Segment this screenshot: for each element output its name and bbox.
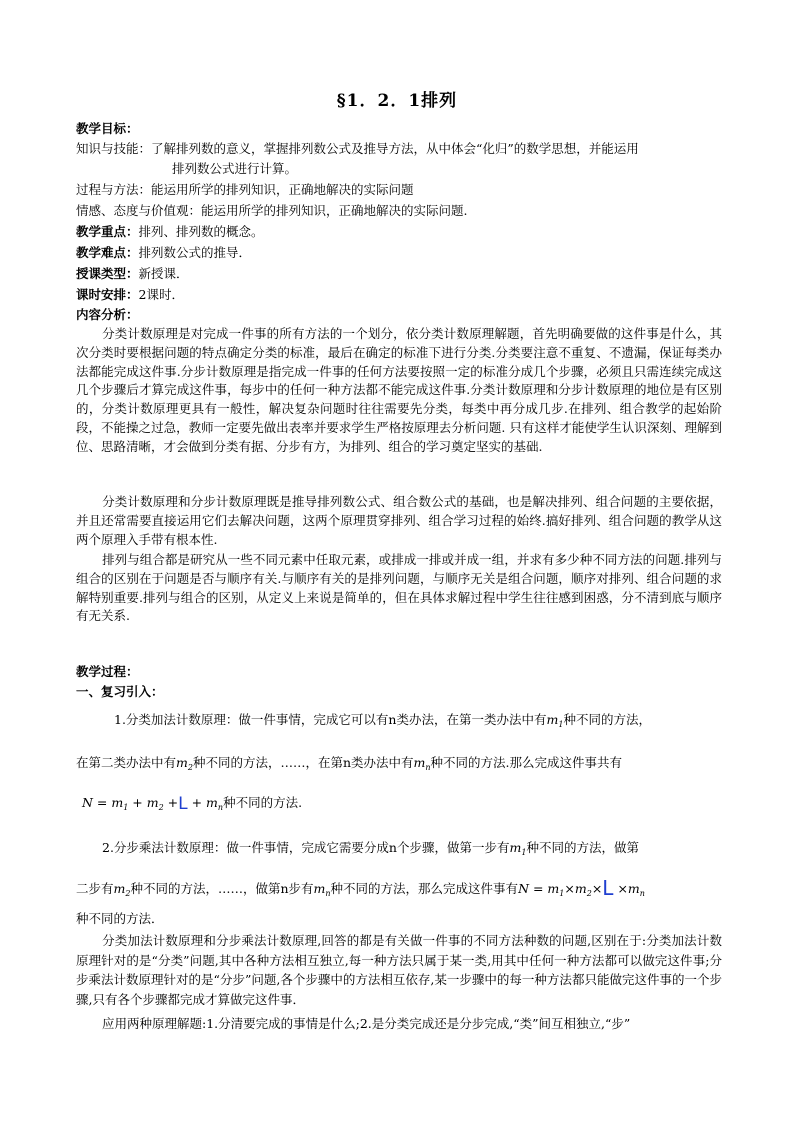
rule-addition-text-2c: 种不同的方法.那么完成这件事共有 [430, 755, 623, 770]
analysis-paragraph-2-text: 分类计数原理和分步计数原理既是推导排列数公式、组合数公式的基础，也是解决排列、组合问题的主要依据，并且还常需要直接运用它们去解决问题，这两个原理贯穿排列、组合学习过程的始终.搞好排列、组合问题的教学从这两个原理入手带有根本性. [76, 494, 722, 547]
comparison-paragraph-text: 分类加法计数原理和分步乘法计数原理,回答的都是有关做一件事的不同方法种数的问题,区别在于:分类加法计数原理针对的是“分类”问题,其中各种方法相互独立,每一种方法只属于某一类,用其中任何一种方法都可以做完这件事;分步乘法计数原理针对的是“分步”问题,各个步骤中的方法相互依存,某一步骤中的每一种方法都只能做完这件事的一个步骤,只有各个步骤都完成才算做完这件事． [76, 933, 722, 1007]
rule-addition-formula-line [82, 794, 302, 816]
goals-knowledge-line [76, 140, 639, 157]
goals-knowledge-text: 了解排列数的意义，掌握排列数公式及推导方法，从中体会“化归”的数学思想，并能运用 [151, 141, 639, 156]
analysis-heading: 内容分析： [76, 307, 139, 322]
rule-multiplication-line-1 [102, 839, 639, 861]
rule-addition-text-3: 种不同的方法. [223, 795, 303, 810]
focus-text: 排列、排列数的概念。 [138, 224, 264, 239]
formula-mn-b: $m_n$ [313, 881, 331, 898]
difficulty-text: 排列数公式的推导． [138, 245, 252, 260]
analysis-paragraph-1 [76, 325, 722, 457]
formula-m2: $m_2$ [176, 755, 193, 772]
process-heading: 教学过程： [76, 664, 139, 679]
rule-addition-text-1a: 1.分类加法计数原理：做一件事情，完成它可以有n类办法，在第一类办法中有 [114, 712, 547, 727]
goals-emotion-line: 情感、态度与价值观：能运用所学的排列知识，正确地解决的实际问题. [76, 203, 468, 218]
lesson-type-text: 新授课． [138, 266, 189, 281]
analysis-paragraph-2 [76, 493, 722, 549]
rule-addition-line-1 [114, 711, 651, 733]
rule-multiplication-text-2c: 种不同的方法，那么完成这件事有 [330, 881, 519, 896]
analysis-paragraph-1-text: 分类计数原理是对完成一件事的所有方法的一个划分，依分类计数原理解题，首先明确要做的这件事是什么，其次分类时要根据问题的特点确定分类的标准，最后在确定的标准下进行分类.分类要注意不重复、不遗漏，保证每类办法都能完成这件事.分步计数原理是指完成一件事的任何方法要按照一定的标准分成几个步骤，必须且只需连续完成这几个步骤后才算完成这件事，每步中的任何一种方法都不能完成这件事.分类计数原理和分步计数原理的地位是有区别的，分类计数原理更具有一般性，解决复杂问题时往往需要先分类，每类中再分成几步.在排列、组合教学的起始阶段，不能操之过急，教师一定要先做出表率并要求学生严格按原理去分析问题. 只有这样才能使学生认识深刻、理解到位、思路清晰，才会做到分类有据、分步有方，为排列、组合的学习奠定坚实的基础. [76, 326, 722, 454]
comparison-paragraph [76, 931, 722, 1009]
hours-text: 2课时． [138, 287, 184, 302]
difficulty-label: 教学难点： [76, 245, 139, 260]
rule-multiplication-line-3: 种不同的方法． [76, 911, 164, 926]
page-title: §1．2．1排列 [336, 91, 458, 111]
rule-addition-text-1b: 种不同的方法， [563, 712, 651, 727]
ellipsis-glyph-2: L [602, 876, 614, 900]
formula-mn: $m_n$ [413, 755, 431, 772]
analysis-paragraph-3 [76, 551, 722, 626]
sum-formula: $N = m_1 + m_2 +L + m_n$ [82, 794, 224, 814]
rule-addition-text-2b: 种不同的方法，……，在第n类办法中有 [192, 755, 414, 770]
rule-multiplication-text-1a: 2.分步乘法计数原理：做一件事情，完成它需要分成n个步骤，做第一步有 [102, 840, 510, 855]
focus-label: 教学重点： [76, 224, 139, 239]
hours-line [76, 286, 184, 303]
analysis-paragraph-3-text: 排列与组合都是研究从一些不同元素中任取元素，或排成一排或并成一组，并求有多少种不同方法的问题.排列与组合的区别在于问题是否与顺序有关.与顺序有关的是排列问题，与顺序无关是组合问题，顺序对排列、组合问题的求解特别重要.排列与组合的区别，从定义上来说是简单的，但在具体求解过程中学生往往感到困惑，分不清到底与顺序有无关系. [76, 552, 722, 624]
review-heading: 一、复习引入： [76, 684, 164, 699]
formula-m1: $m_1$ [546, 712, 564, 729]
formula-m2-b: $m_2$ [113, 881, 131, 898]
focus-line [76, 223, 264, 240]
rule-addition-text-2a: 在第二类办法中有 [76, 755, 177, 770]
rule-addition-line-2 [76, 754, 622, 776]
product-formula: $N = m_1\times m_2\times L \times m_n$ [518, 876, 645, 900]
goals-process-line: 过程与方法：能运用所学的排列知识，正确地解决的实际问题 [76, 182, 414, 197]
goals-knowledge-label: 知识与技能： [76, 141, 152, 156]
application-line: 应用两种原理解题:1.分清要完成的事情是什么;2.是分类完成还是分步完成,“类”间互相独立,“步” [102, 1016, 631, 1031]
rule-multiplication-line-2 [76, 876, 645, 902]
formula-m1-b: $m_1$ [509, 840, 527, 857]
rule-multiplication-text-1b: 种不同的方法，做第 [526, 840, 639, 855]
goals-heading: 教学目标： [76, 121, 139, 136]
lesson-type-label: 授课类型： [76, 266, 139, 281]
lesson-type-line [76, 265, 189, 282]
ellipsis-glyph: L [178, 794, 188, 814]
rule-multiplication-text-2a: 二步有 [76, 881, 114, 896]
difficulty-line [76, 244, 251, 261]
rule-multiplication-text-2b: 种不同的方法，……，做第n步有 [130, 881, 314, 896]
goals-knowledge-text-cont: 排列数公式进行计算。 [172, 161, 298, 176]
hours-label: 课时安排： [76, 287, 139, 302]
